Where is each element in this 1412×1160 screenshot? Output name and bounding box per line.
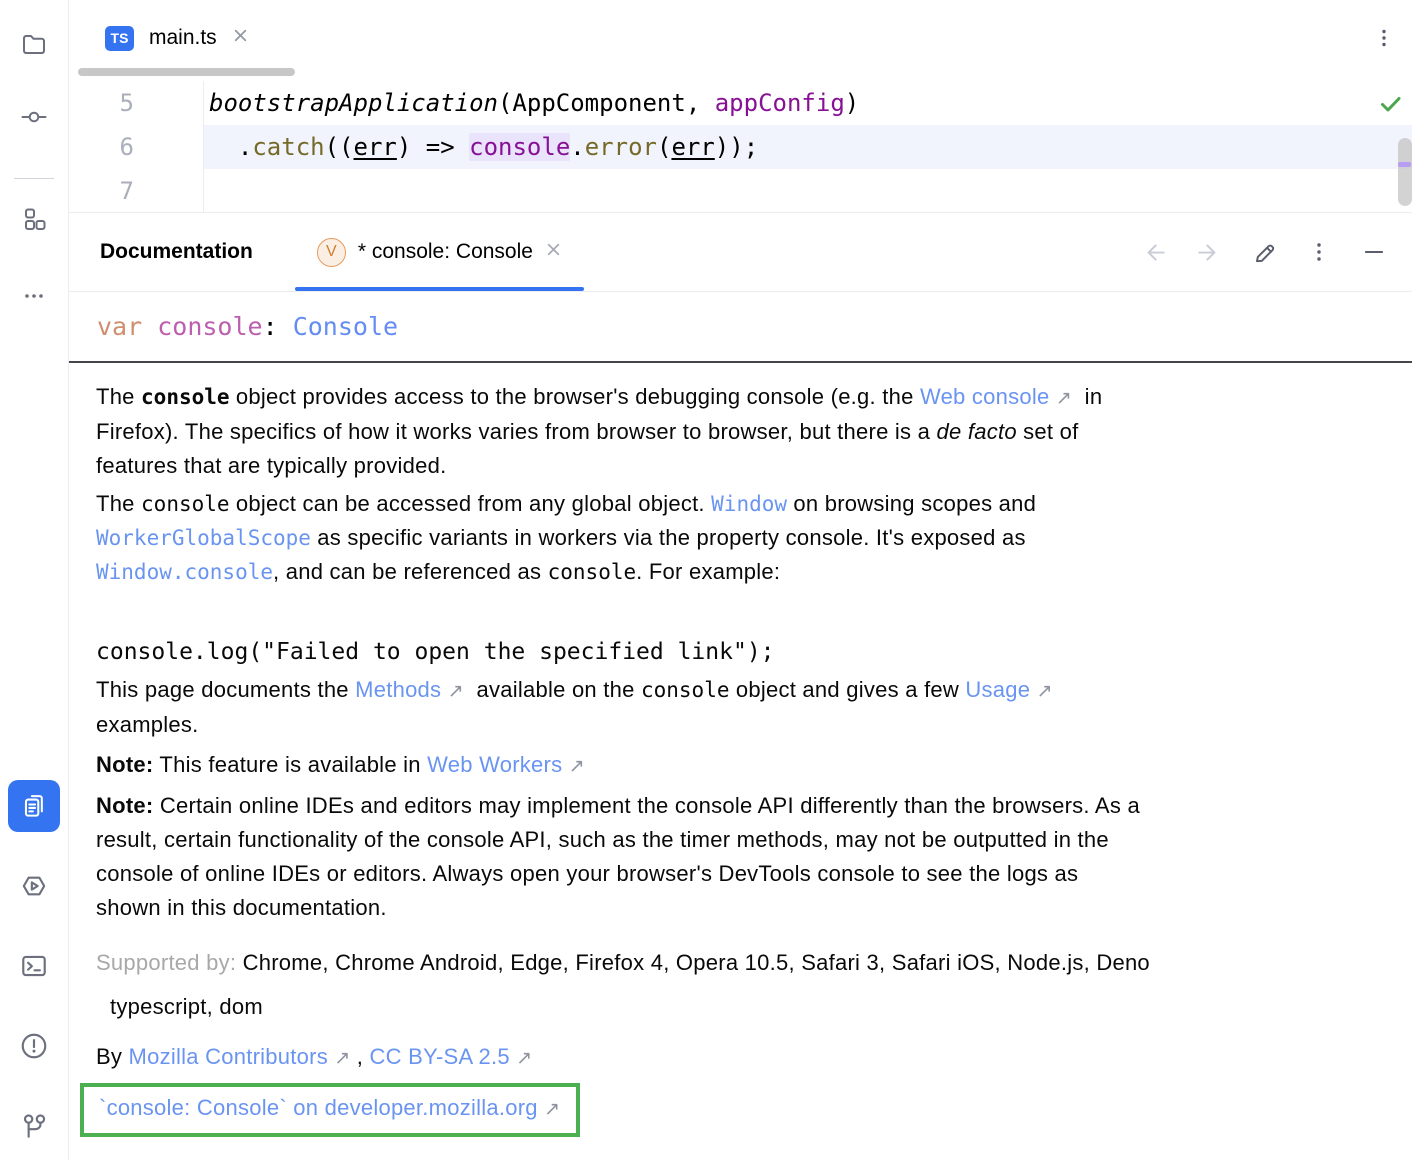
code-line[interactable] [69,81,1412,125]
text-segment: object can be accessed from any global object. [229,491,712,516]
doc-line [96,891,1384,925]
window-link[interactable]: Window [711,492,788,516]
doc-line [96,708,1384,742]
active-tab-indicator [295,287,584,291]
text-segment: (AppComponent, [497,89,715,117]
workerglobalscope-link[interactable]: WorkerGlobalScope [96,526,311,550]
doc-content [69,363,1412,1137]
text-segment: : [262,312,293,341]
edit-icon[interactable] [1251,239,1277,265]
text-segment: Note: [96,793,154,818]
doc-line [96,635,1384,669]
scrollbar-caret-marker [1398,162,1411,167]
problems-icon[interactable] [8,1020,60,1072]
text-segment: ↗ [327,1047,351,1069]
text-segment: Chrome, Chrome Android, Edge, Firefox 4, Opera 10.5, Safari 3, Safari iOS, Node.js, Deno [236,950,1150,975]
text-segment: ↗ [1030,680,1053,702]
doc-line [96,857,1384,891]
text-segment: ↗ [509,1047,533,1069]
note-web-workers [96,748,1384,783]
tool-window-stripe [0,0,69,1160]
supported-libs [96,990,1384,1024]
text-segment: The [96,384,142,409]
text-segment: appConfig [714,89,845,117]
text-segment: available on the [463,677,641,702]
editor-tab-bar [69,0,1412,76]
back-arrow-icon[interactable] [1141,239,1167,265]
code-text [204,125,1412,169]
symbol-declaration [69,292,1412,363]
terminal-icon[interactable] [8,940,60,992]
doc-line [96,521,1384,555]
access-paragraph [96,487,1384,589]
text-segment: The [96,491,142,516]
supported-by [96,946,1384,980]
text-segment: features that are typically provided. [96,453,447,478]
text-segment: typescript, dom [110,994,263,1019]
text-segment: in [1071,384,1103,409]
doc-line [96,555,1384,589]
forward-arrow-icon[interactable] [1196,239,1222,265]
text-segment: )); [714,133,759,161]
text-segment: err [353,133,397,161]
web-workers-link[interactable]: Web Workers [427,752,563,777]
console-type-link[interactable]: Console [292,312,399,341]
text-segment: console [640,678,730,702]
inspection-ok-icon[interactable] [1378,92,1404,120]
text-segment: as specific variants in workers via the property console. It's exposed as [310,525,1026,550]
more-tools-icon[interactable] [12,274,56,318]
code-editor[interactable] [69,76,1412,213]
text-segment: ↗ [562,755,585,777]
doc-line [96,748,1384,783]
typescript-file-icon: TS [105,26,134,51]
text-segment: ↗ [441,680,464,702]
text-segment: ) [844,89,860,117]
text-segment: console [547,560,637,584]
text-segment: object and gives a few [729,677,966,702]
text-segment: . [570,133,585,161]
code-example [96,635,1384,669]
project-folder-icon[interactable] [12,22,56,66]
methods-link[interactable]: Methods [355,677,442,702]
text-segment: This page documents the [96,677,356,702]
usage-link[interactable]: Usage [965,677,1031,702]
text-segment: ( [656,133,672,161]
doc-line [96,380,1384,415]
code-text [204,81,1412,125]
text-segment: ↗ [1049,387,1072,409]
documentation-panel-header [69,213,1412,292]
text-segment: , [350,1044,370,1069]
text-segment: . For example: [636,559,781,584]
code-line[interactable] [69,125,1412,169]
text-segment: ↗ [537,1098,561,1120]
editor-tab-label: main.ts [149,26,217,49]
editor-tab-main-ts[interactable] [105,26,249,51]
note-online-ides [96,789,1384,925]
structure-icon[interactable] [12,197,56,241]
text-segment: By [96,1044,129,1069]
text-segment: console of online IDEs or editors. Always open your browser's DevTools console to see the logs as [96,861,1079,886]
line-number[interactable]: 5 [69,81,204,125]
text-segment: err [671,133,715,161]
text-segment: (( [324,133,354,161]
text-segment: var [97,312,158,341]
doc-line [96,946,1384,980]
horizontal-scrollbar[interactable] [78,68,295,76]
stripe-divider [14,178,54,179]
code-text [204,169,1412,213]
text-segment: object provides access to the browser's debugging console (e.g. the [229,384,920,409]
commit-icon[interactable] [12,95,56,139]
doc-line [110,990,1384,1024]
text-segment: console [469,133,571,161]
window-console-link[interactable]: Window.console [96,560,274,584]
text-segment: Certain online IDEs and editors may implement the console API differently than the browsers. As a [153,793,1140,818]
intro-paragraph [96,380,1384,483]
version-control-icon[interactable] [8,1100,60,1152]
text-segment: console [141,492,230,516]
text-segment: set of [1016,419,1079,444]
text-segment: Firefox). The specifics of how it works varies from browser to browser, but there is a [96,419,937,444]
attribution [96,1040,1384,1075]
more-options-icon[interactable] [1306,239,1332,265]
text-segment: on browsing scopes and [787,491,1037,516]
text-segment: console [141,385,230,409]
close-icon[interactable] [545,241,562,263]
doc-panel-title: Documentation [100,240,253,263]
doc-line [96,673,1384,708]
text-segment: This feature is available in [153,752,428,777]
mdn-source [80,1083,580,1137]
line-number[interactable]: 6 [69,125,204,169]
more-options-icon[interactable] [1372,26,1396,55]
cc-by-sa-link[interactable]: CC BY-SA 2.5 [369,1044,510,1069]
doc-line [96,415,1384,449]
text-segment: result, certain functionality of the console API, such as the timer methods, may not be outputted in the [96,827,1109,852]
text-segment: Supported by: [96,950,237,975]
doc-tab-label: * console: Console [357,240,533,263]
text-segment: Note: [96,752,154,777]
doc-line [99,1091,560,1126]
close-icon[interactable] [232,27,249,49]
vertical-scrollbar[interactable] [1398,138,1412,206]
text-segment: bootstrapApplication [209,89,498,117]
doc-line [96,823,1384,857]
doc-line [96,487,1384,521]
line-number[interactable]: 7 [69,169,204,213]
text-segment: , and can be referenced as [273,559,548,584]
doc-tab-console[interactable] [295,213,584,291]
doc-line [96,449,1384,483]
code-line[interactable] [69,169,1412,213]
web-console-link[interactable]: Web console [919,384,1050,409]
text-segment: ) => [396,133,470,161]
text-segment: . [209,133,253,161]
mdn-article-link[interactable]: `console: Console` on developer.mozilla.org [99,1095,538,1120]
documentation-icon[interactable] [8,780,60,832]
text-segment: de facto [936,419,1017,444]
text-segment: console.log("Failed to open the specified link"); [96,639,775,665]
methods-paragraph [96,673,1384,742]
variable-icon: V [317,238,346,267]
text-segment: examples. [96,712,199,737]
hide-panel-icon[interactable] [1361,239,1387,265]
doc-line [96,789,1384,823]
mozilla-contributors-link[interactable]: Mozilla Contributors [128,1044,328,1069]
doc-line [96,1040,1384,1075]
text-segment: catch [252,133,325,161]
services-icon[interactable] [8,860,60,912]
text-segment: error [584,133,657,161]
text-segment: shown in this documentation. [96,895,387,920]
text-segment: console [157,312,263,341]
